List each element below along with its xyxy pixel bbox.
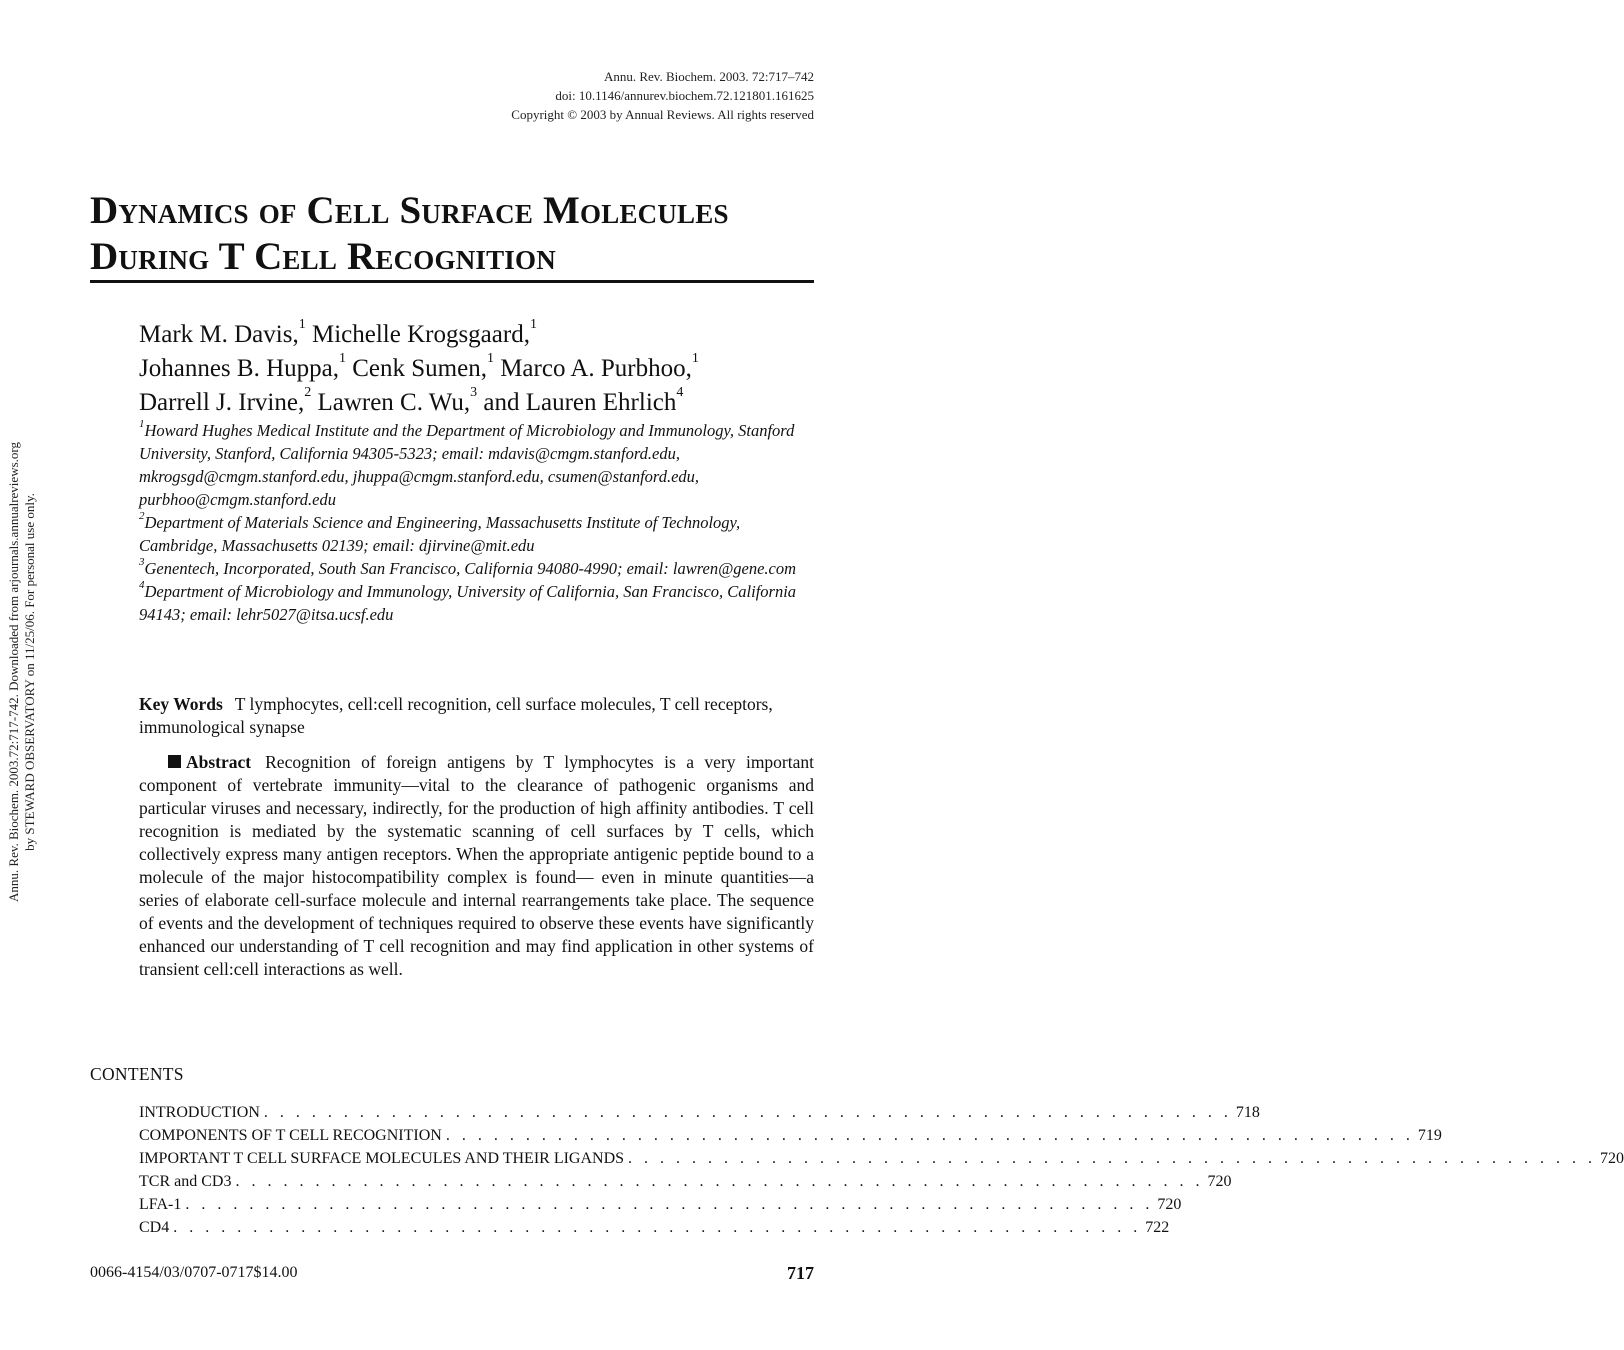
author: and Lauren Ehrlich$^4$	[483, 385, 684, 416]
toc-leader: . . . . . . . . . . . . . . . . . . . . . . . . . . . . . . . . . . . . . . . . . . . . . . . . . . . . . . . . . . . . .	[235, 1173, 1204, 1190]
toc-entry-title: IMPORTANT T CELL SURFACE MOLECULES AND THEIR LIGANDS	[139, 1150, 625, 1167]
abstract-text: Recognition of foreign antigens by T lymphocytes is a very important component of vertebrate immunity—vital to the clearance of pathogenic organisms and particular viruses and necessary, indirectly, for the production of high affinity antibodies. T cell recognition is mediated by the systematic scanning of cell surfaces by T cells, which collectively express many antigen receptors. When the appropriate antigenic peptide bound to a molecule of the major histocompatibility complex is found— even in minute quantities—a series of elaborate cell-surface molecule and internal rearrangements take place. The sequence of events and the development of techniques required to observe these events have significantly enhanced our understanding of T cell recognition and may find application in other systems of transient cell:cell interactions as well.	[139, 752, 814, 979]
download-note-line2: by STEWARD OBSERVATORY on 11/25/06. For personal use only.	[22, 493, 37, 851]
affiliation: $^1$Howard Hughes Medical Institute and the Department of Microbiology and Immunology, Stanford University, Stanford, California 94305-5323; email: mdavis@cmgm.stanford.edu, mkrogsgd@cmgm.stanford.edu, jhuppa@cmgm.stanford.edu, csumen@stanford.edu, purbhoo@cmgm.stanford.edu	[139, 418, 795, 509]
table-of-contents	[139, 1101, 1624, 1239]
journal-info	[511, 67, 814, 124]
toc-leader: . . . . . . . . . . . . . . . . . . . . . . . . . . . . . . . . . . . . . . . . . . . . . . . . . . . . . . . . . . . . .	[173, 1219, 1142, 1236]
toc-entry[interactable]	[139, 1101, 1260, 1124]
author: Marco A. Purbhoo,$^1$	[500, 351, 699, 382]
toc-entry-title: LFA-1	[139, 1196, 182, 1213]
affiliation: $^3$Genentech, Incorporated, South San Francisco, California 94080-4990; email: lawren@gene.com	[139, 556, 797, 578]
title-line-1: Dynamics of Cell Surface Molecules	[90, 189, 729, 232]
download-note-line1: Annu. Rev. Biochem. 2003.72:717-742. Downloaded from arjournals.annualreviews.org	[6, 442, 21, 902]
keywords-label: Key Words	[139, 694, 223, 714]
author-list	[139, 318, 839, 420]
author: Mark M. Davis,$^1$	[139, 317, 306, 348]
abstract	[139, 751, 814, 981]
toc-entry[interactable]	[139, 1147, 1624, 1170]
toc-entry-page: 722	[1145, 1219, 1170, 1236]
affiliation: $^2$Department of Materials Science and Engineering, Massachusetts Institute of Technology, Cambridge, Massachusetts 02139; email: djirvine@mit.edu	[139, 510, 741, 555]
journal-doi: doi: 10.1146/annurev.biochem.72.121801.161625	[555, 88, 814, 103]
author: Lawren C. Wu,$^3$	[317, 385, 478, 416]
toc-entry-page: 718	[1235, 1104, 1260, 1121]
journal-copyright: Copyright © 2003 by Annual Reviews. All rights reserved	[511, 107, 814, 122]
footer-code: 0066-4154/03/0707-0717$14.00	[90, 1264, 298, 1281]
keywords	[139, 693, 814, 739]
abstract-label: Abstract	[186, 752, 252, 772]
toc-entry[interactable]	[139, 1124, 1442, 1147]
toc-entry-page: 720	[1207, 1173, 1232, 1190]
affiliation: $^4$Department of Microbiology and Immunology, University of California, San Francisco, California 94143; email: lehr5027@itsa.ucsf.edu	[139, 579, 797, 624]
toc-entry-title: COMPONENTS OF T CELL RECOGNITION	[139, 1127, 442, 1144]
toc-entry[interactable]	[139, 1193, 1182, 1216]
square-bullet-icon	[168, 755, 181, 768]
toc-leader: . . . . . . . . . . . . . . . . . . . . . . . . . . . . . . . . . . . . . . . . . . . . . . . . . . . . . . . . . . . . .	[445, 1127, 1414, 1144]
author: Cenk Sumen,$^1$	[352, 351, 494, 382]
toc-leader: . . . . . . . . . . . . . . . . . . . . . . . . . . . . . . . . . . . . . . . . . . . . . . . . . . . . . . . . . . . . .	[185, 1196, 1154, 1213]
affiliations	[139, 419, 819, 626]
toc-leader: . . . . . . . . . . . . . . . . . . . . . . . . . . . . . . . . . . . . . . . . . . . . . . . . . . . . . . . . . . . . .	[628, 1150, 1597, 1167]
title-line-2: During T Cell Recognition	[90, 235, 556, 278]
toc-entry-page: 720	[1600, 1150, 1624, 1167]
toc-entry-page: 720	[1157, 1196, 1182, 1213]
author: Michelle Krogsgaard,$^1$	[311, 317, 537, 348]
title-rule	[90, 280, 814, 283]
toc-entry-page: 719	[1417, 1127, 1442, 1144]
toc-leader: . . . . . . . . . . . . . . . . . . . . . . . . . . . . . . . . . . . . . . . . . . . . . . . . . . . . . . . . . . . . .	[263, 1104, 1232, 1121]
toc-entry[interactable]	[139, 1170, 1232, 1193]
keywords-text: T lymphocytes, cell:cell recognition, cell surface molecules, T cell receptors, immunological synapse	[139, 694, 773, 737]
contents-heading: CONTENTS	[90, 1064, 184, 1084]
toc-entry-title: INTRODUCTION	[139, 1104, 260, 1121]
journal-citation: Annu. Rev. Biochem. 2003. 72:717–742	[603, 69, 814, 84]
toc-entry-title: CD4	[139, 1219, 170, 1236]
article-title	[90, 188, 814, 280]
author: Darrell J. Irvine,$^2$	[139, 385, 312, 416]
page-number: 717	[787, 1263, 814, 1283]
download-note	[6, 442, 38, 902]
toc-entry-title: TCR and CD3	[139, 1173, 232, 1190]
toc-entry[interactable]	[139, 1216, 1170, 1239]
author: Johannes B. Huppa,$^1$	[139, 351, 346, 382]
